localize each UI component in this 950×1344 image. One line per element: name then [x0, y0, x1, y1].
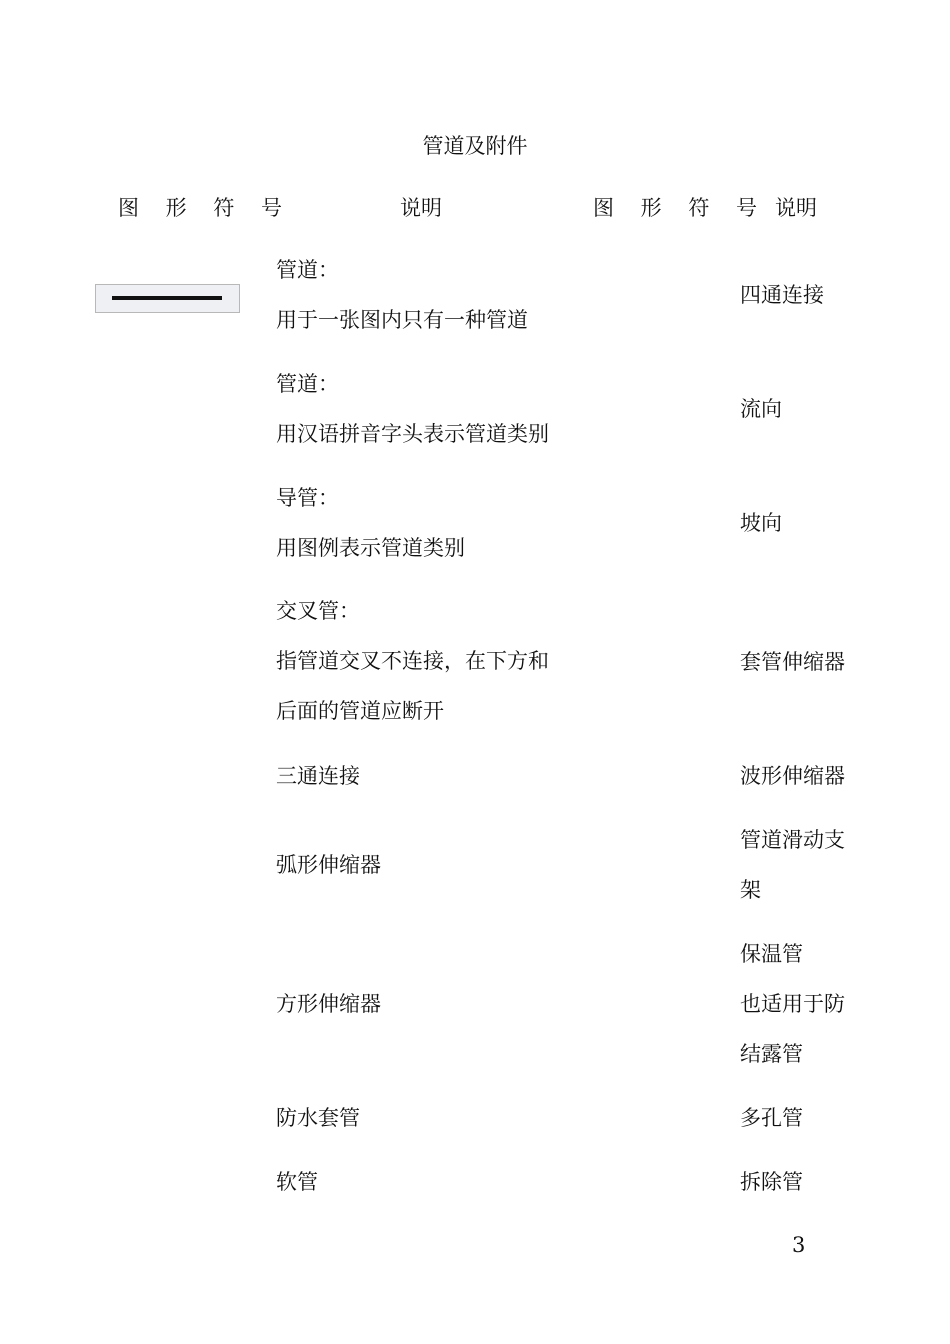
header-description-left: 说明 — [400, 196, 442, 220]
desc-line: 结露管 — [740, 1042, 803, 1066]
desc-line: 三通连接 — [276, 764, 360, 788]
left-desc-square-expansion — [276, 979, 381, 1029]
right-desc-flow-direction — [740, 384, 782, 434]
desc-line: 套管伸缩器 — [740, 650, 845, 674]
desc-line: 多孔管 — [740, 1106, 803, 1130]
left-desc-waterproof-sleeve — [276, 1093, 360, 1143]
desc-line: 用汉语拼音字头表示管道类别 — [276, 422, 549, 446]
desc-line: 后面的管道应断开 — [276, 699, 444, 723]
pipe-symbol-icon — [95, 284, 240, 313]
desc-line: 流向 — [740, 397, 782, 421]
right-desc-demolition-pipe — [740, 1157, 803, 1207]
header-description-right: 说明 — [775, 196, 817, 220]
desc-line: 管道： — [276, 258, 339, 282]
right-desc-bellows-expansion — [740, 751, 845, 801]
desc-line: 管道： — [276, 372, 339, 396]
desc-line: 防水套管 — [276, 1106, 360, 1130]
right-desc-slope — [740, 498, 782, 548]
desc-line: 架 — [740, 878, 761, 902]
desc-line: 用图例表示管道类别 — [276, 536, 465, 560]
right-desc-insulated-pipe — [740, 929, 845, 1079]
right-desc-sliding-support — [740, 815, 845, 915]
left-desc-conduit — [276, 473, 465, 573]
left-desc-arc-expansion — [276, 840, 381, 890]
right-desc-perforated-pipe — [740, 1093, 803, 1143]
header-symbol-left: 图 形 符 号 — [118, 196, 293, 220]
left-desc-hose — [276, 1157, 318, 1207]
left-desc-pipe-single — [276, 245, 528, 345]
page-title: 管道及附件 — [422, 134, 528, 158]
desc-line: 拆除管 — [740, 1170, 803, 1194]
desc-line: 四通连接 — [740, 283, 824, 307]
desc-line: 软管 — [276, 1170, 318, 1194]
desc-line: 用于一张图内只有一种管道 — [276, 308, 528, 332]
left-desc-tee — [276, 751, 360, 801]
desc-line: 方形伸缩器 — [276, 992, 381, 1016]
desc-line: 弧形伸缩器 — [276, 853, 381, 877]
desc-line: 管道滑动支 — [740, 828, 845, 852]
page-number: 3 — [792, 1233, 806, 1257]
desc-line: 波形伸缩器 — [740, 764, 845, 788]
desc-line: 交叉管： — [276, 599, 360, 623]
desc-line: 也适用于防 — [740, 992, 845, 1016]
desc-line: 指管道交叉不连接，在下方和 — [276, 649, 549, 673]
left-desc-pipe-pinyin — [276, 359, 549, 459]
right-desc-cross — [740, 270, 824, 320]
header-symbol-right: 图 形 符 号 — [593, 196, 768, 220]
desc-line: 保温管 — [740, 942, 803, 966]
right-desc-sleeve-expansion — [740, 637, 845, 687]
pipe-line — [112, 296, 222, 300]
desc-line: 坡向 — [740, 511, 782, 535]
desc-line: 导管： — [276, 486, 339, 510]
left-desc-crossing-pipe — [276, 586, 549, 736]
